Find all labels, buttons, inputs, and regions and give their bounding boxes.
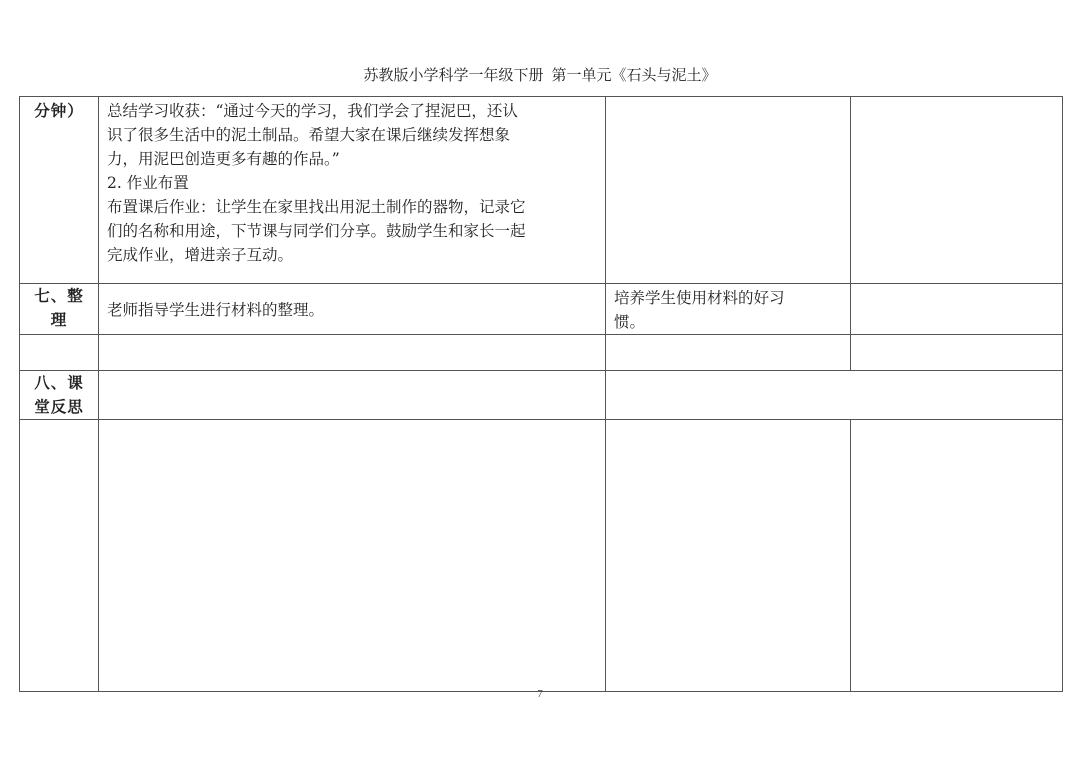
empty-cell bbox=[606, 420, 851, 692]
row-label-tidy: 七、整 理 bbox=[20, 284, 99, 335]
summary-content-cell bbox=[99, 97, 606, 284]
summary-line: 力，用泥巴创造更多有趣的作品。” bbox=[107, 150, 340, 168]
empty-cell bbox=[851, 284, 1063, 335]
empty-cell bbox=[851, 97, 1063, 284]
empty-cell bbox=[606, 97, 851, 284]
homework-line: 完成作业，增进亲子互动。 bbox=[107, 246, 294, 264]
empty-cell bbox=[20, 420, 99, 692]
row-label-time: 分钟） bbox=[20, 97, 99, 284]
homework-line: 们的名称和用途，下节课与同学们分享。鼓励学生和家长一起 bbox=[107, 222, 526, 240]
lesson-plan-table bbox=[19, 96, 1063, 692]
empty-cell bbox=[99, 371, 606, 420]
page-header bbox=[0, 64, 1080, 85]
table-row bbox=[20, 97, 1063, 284]
book-title: 苏教版小学科学一年级下册 bbox=[363, 66, 544, 84]
tidy-intent-cell: 培养学生使用材料的好习 惯。 bbox=[606, 284, 851, 335]
empty-cell bbox=[606, 335, 851, 371]
page-number: 7 bbox=[537, 688, 543, 700]
empty-cell bbox=[99, 420, 606, 692]
table-row bbox=[20, 284, 1063, 335]
homework-line: 布置课后作业：让学生在家里找出用泥土制作的器物，记录它 bbox=[107, 198, 526, 216]
row-label-reflection: 八、课 堂反思 bbox=[20, 371, 99, 420]
empty-cell bbox=[20, 335, 99, 371]
empty-cell bbox=[851, 335, 1063, 371]
table-row bbox=[20, 420, 1063, 692]
table-row bbox=[20, 371, 1063, 420]
unit-title: 第一单元《石头与泥土》 bbox=[551, 66, 717, 84]
summary-line: 识了很多生活中的泥土制品。希望大家在课后继续发挥想象 bbox=[107, 126, 511, 144]
empty-cell bbox=[851, 420, 1063, 692]
homework-heading: 2. 作业布置 bbox=[107, 174, 189, 192]
empty-cell bbox=[99, 335, 606, 371]
empty-cell bbox=[606, 371, 1063, 420]
summary-line: 总结学习收获：“通过今天的学习，我们学会了捏泥巴，还认 bbox=[107, 102, 518, 120]
table-row bbox=[20, 335, 1063, 371]
tidy-content-cell: 老师指导学生进行材料的整理。 bbox=[99, 284, 606, 335]
